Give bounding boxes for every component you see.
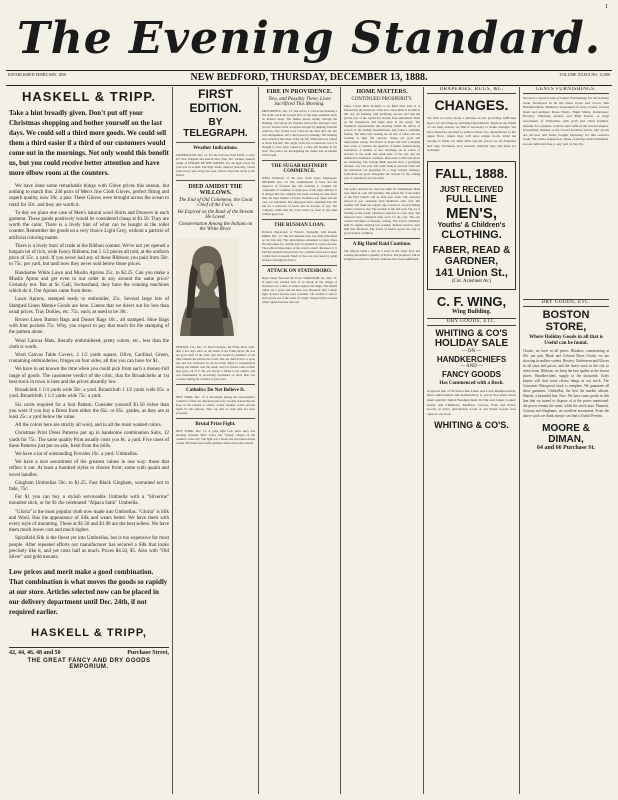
divider	[176, 384, 255, 385]
fire-column	[259, 87, 341, 794]
ads-column-2	[520, 87, 612, 794]
boston-hint: Where Holiday Goods in all that is Useful can be found.	[529, 335, 603, 346]
youths-heading: Youths' & Children's	[437, 221, 506, 229]
faber-read-gardner-ad	[427, 161, 516, 290]
divider	[262, 219, 337, 220]
divider	[176, 418, 255, 419]
boston-text: Cloaks, we have in all prices. Blankets, commencing at 69c. per pair. Black and Colored Dress Goods, we are showing in endless variety. Hosiery, Underwear and Gloves in all sizes and prices, and the finest stock in the city to select from. Ribbons, we keep the best quality at the lowest prices. Handkerchiefs, supply to the thousands. Early buyers will find some choice things in our stock. The Gossamer Waterproof stock is complete. We guarantee all these garments. Umbrellas, the best the market affords. Shawls, a beautiful line. Furs. We have some goods in this line that we intend to dispose of at the prices mentioned, the prices remain the same, while the stock lasts. Flannels, Cottons and Ginghams, an excellent assortment. From the above stock we think anyone can find a Useful Present.	[523, 349, 609, 418]
ad-merchant-name: HASKELL & TRIPP.	[22, 89, 156, 104]
changes-text: We find we have made a mistake in not providing sufficient space for our Drapery and Rug Departments. Right in the midst of our busy season we find it necessary to make changes. We have therefore decided to remove these two departments to the upper floor, where they will have ample room. Until the change is made we shall offer special prices on all draperies and rugs. Portieres, lace curtains, Smyrna rugs and mats are included.	[427, 116, 516, 153]
holiday-sale-heading: HOLIDAY SALE	[434, 337, 509, 349]
home-heading: HOME MATTERS.	[356, 89, 408, 95]
raid-text: The officers made a raid on a hotel on the water front last evening and seized a quantity of liquors. The proprietor will be arraigned to-morrow. Several witnesses have been summoned.	[344, 249, 420, 261]
faber-corner: (Cor. Acushnet Av.)	[451, 278, 492, 284]
and-separator: — AND —	[459, 363, 484, 369]
divider	[344, 183, 420, 184]
ads-column-1	[424, 87, 520, 794]
dateline-bar	[6, 70, 612, 86]
masthead-title: The Evening Standard.	[16, 13, 602, 64]
newspaper-page	[6, 4, 612, 796]
divider	[262, 265, 337, 266]
fire-text: PROVIDENCE, Dec. 13. Just before 5 o'clock this morning a fire broke out in the ground floor of the large tenement block on Federal street. The flames spread rapidly through the building, and before the firemen arrived the stairways were cut off. Several of the occupants escaped by jumping from the windows. Two bodies were found in the ruins after the fire was extinguished, and a third person is missing. The building was owned by the estate of the late Mr. Smith and was valued at about $12,000. The origin of the fire is unknown, but it is thought to have been caused by a lamp left burning in the store. The police are investigating the matter and an inquest will be held.	[262, 109, 337, 157]
raid-heading: A Big Hotel Raid Continue.	[352, 242, 412, 247]
fall-heading: FALL, 1888.	[435, 165, 508, 181]
haskell-tripp-ad	[6, 87, 173, 794]
catholic-heading: Catholics Do Not Believe It.	[185, 388, 246, 393]
whiting-text: A special line of 50 dozen fine Linen and Lawn Handkerchiefs, hand embroidered and hemstitched, at prices that must move them quickly. Initial Handkerchiefs in Silk and Linen, Ladies' Gents' and Children's. Mufflers, Gloves, Fans and Fancy Goods of every description. Look at our Toilet Goods now open at our store.	[427, 388, 516, 416]
ad-lead-text: Take a hint broadly given. Don't put off your Christmas shopping and bother yourself on the last days. We could sell a third more goods. We could sell them a third easier if a third of our customers would come out in the mornings. Not only would this benefit us, but you could receive better attention and have more elbow room at the counters.	[9, 109, 169, 177]
address-numbers: 42, 44, 46, 48 and 50	[9, 650, 61, 657]
divider	[176, 142, 255, 143]
attack-text: Negro Takes Terrorize the Town. SAVANNAH, Ga., Dec. 13. A report has reached here of an attack on the village of Statesboro by a mob of armed negroes last night. The sheriff called out a posse and the mob was dispersed after a sharp fight. Several persons were wounded. The trouble is said to have grown out of the arrest of a negro charged with a serious crime. Quiet has been restored.	[262, 276, 337, 304]
faber-firm-name: FABER, READ & GARDNER,	[432, 244, 511, 267]
fire-heading: FIRE IN PROVIDENCE.	[266, 89, 333, 95]
handkerchiefs-heading: HANDKERCHIEFS	[436, 354, 507, 364]
home-subheading: CONTINUED PROSPERITY.	[351, 97, 413, 102]
moore-diman-name: MOORE & DIMAN,	[542, 423, 590, 445]
divider	[344, 238, 420, 239]
dateline: NEW BEDFORD, THURSDAY, DECEMBER 13, 1888.	[190, 72, 428, 83]
local-items-text: The police arrested two men last night for drunkenness. Both were fined in court this morning. The annual fair of the ladies of the First Church will be held next week. The schooner arrived in port yesterday from Baltimore with coal. The steamer will make her regular trip to-morrow. Several fishing vessels arrived to-day. The weather is fair and cold. The ice is forming on the ponds. Skating is expected in a few days. The assessors have completed their work for the year. The city council will meet on Monday evening. The school committee held its regular meeting last evening. Funeral services were held this afternoon. The board of health reports the city in good sanitary condition.	[344, 187, 420, 235]
russian-text: Political Importance of France's Sympathy with Russia. PARIS, Dec. 13. The new Russian loan was fully subscribed on the first day. The subscriptions amounted to many times the sum asked for, and the loan is regarded as a great success. The political importance of the event is much discussed. It is said the relations between the two countries were never more cordial than at present. Much of the loan was taken by small investors throughout France.	[262, 230, 337, 262]
ad-footer-name: HASKELL & TRIPP,	[31, 627, 147, 640]
story-heading: DIED AMIDST THE WILLOWS.	[188, 184, 243, 196]
attack-heading: ATTACK ON STATESBORO.	[266, 269, 333, 274]
column-heading: GENTS FURNISHINGS.	[523, 87, 609, 94]
whiting-footer: WHITING & CO'S.	[434, 420, 509, 431]
sugar-heading: THE SUGAR REFINERY COMMENCE.	[271, 164, 328, 174]
address-street: Purchase Street,	[127, 650, 169, 657]
boston-store-heading: BOSTON STORE,	[542, 309, 590, 333]
gents-furnishings-text: We have a special sale of Gents' Furnishings for the holiday trade. Neckwear in all the latest styles and colors, Silk Handkerchiefs, Mufflers, Suspenders in fancy boxes, Gloves lined and unlined, Dress Shirts, Night Shirts, Underwear, Hosiery, Smoking Jackets and Bath Robes. A large assortment of Umbrellas with gold and silver handles, suitable for presents. Collars and Cuffs in the newest shapes. Everything marked at the lowest possible prices. Our goods are all new and fresh, bought expressly for this season's trade. We invite inspection. Open evenings until Christmas. Goods delivered free to any part of the city.	[523, 96, 609, 146]
brutal-text: NEW YORK, Dec. 13. A prize fight took place early this morning between "Kid" Jones and "Young" Dugan on the outskirts of the city. The fight was a brutal one and lasted eleven rounds. Both men were badly punished before the police arrived.	[176, 429, 255, 445]
first-edition-heading: FIRST EDITION.	[189, 87, 242, 115]
sugar-text: Wilful Violations of the Law. Work Upon Employees. DETROIT, Dec. 13. The commissioner of labor and the inspector of factories met this morning to consider the complaints of a number of employees of the sugar refinery. It is alleged that the company has been working its men more than the legal number of hours. Evidence was taken and the case was adjourned. The employees have organized and will ask for a reduction of hours and an increase of pay. The company claims that the work cannot be done in less time without great loss.	[262, 176, 337, 216]
established-tag: ESTABLISHED FEBRUARY, 1850	[8, 72, 67, 77]
russian-heading: THE RUSSIAN LOAN.	[274, 223, 325, 228]
wing-tagline: Wing Building.	[452, 308, 491, 315]
story-text: DENVER, Col., Dec. 13. Old Colomeno, the White River chief, died a few days since on the banks of the White River. He was the good chief of the Utes, and was buried by members of his tribe beneath the willows he loved. The old chief lived to a great age and was venerated by all the band. There is consternation among the Indians over his death, and it is feared some trouble may grow out of it. He was always a friend to the settlers, and was instrumental in preventing bloodshed on more than one occasion during the troubles of past years.	[176, 345, 255, 381]
just-received: JUST RECEIVED	[439, 184, 504, 194]
catholic-text: NEW YORK, Dec. 13. A movement among the representative Catholics of this city denounces the story recently started that the Pope in his scheme to relieve certain burdens would provide funds for the purpose. They say that no such plan has been proposed.	[176, 395, 255, 415]
on-separator: — ON —	[461, 348, 482, 354]
changes-heading: CHANGES.	[434, 97, 509, 113]
story-subheading: The End of Old Colomeno, the Good Chief of the Fox's.	[178, 198, 253, 208]
weather-text: WASHINGTON, Dec. 13. For the 24 hours from 8 P.M., to-day: For New England and eastern New York, fair, warmer, easterly winds. A STROKE OF THE WATERS. For the high school the yard was in trouble. The high winds, induced yesterday, caused some heavy seas along the coast, which closed the docks at the harbor.	[176, 153, 255, 177]
moore-diman-address: 64 and 66 Purchase St.	[536, 445, 596, 451]
volume-tag: VOLUME XXXIX NO. 11,000	[559, 72, 610, 77]
dry-goods-heading: DRY GOODS, ETC.	[427, 318, 516, 326]
story-subheading-3: Consternation Among the Indians on the White River.	[178, 222, 253, 232]
column-heading: DRAPERIES, RUGS, &C.	[427, 87, 516, 94]
fancy-goods-heading: FANCY GOODS	[442, 369, 501, 379]
ad-slogan: THE GREAT FANCY AND DRY GOODS EMPORIUM.	[27, 658, 151, 671]
weather-heading: Weather Indications.	[193, 146, 238, 151]
fire-subheading: Two, and Possibly Three, Lives Sacrificed This Morning.	[268, 97, 331, 107]
by-telegraph-heading: BY TELEGRAPH.	[183, 117, 248, 139]
chief-portrait-illustration	[176, 238, 238, 336]
ad-address	[9, 647, 169, 656]
columns	[6, 87, 612, 794]
divider	[262, 160, 337, 161]
mens-heading: MEN'S,	[445, 204, 498, 222]
home-text: These Cotton Mills Probably to be Built Next Year. It is learned that the promoters of the new cotton mills to be built in this city are meeting with gratifying success and that the greater part of the capital has already been subscribed. Work on the foundations will begin early in the spring. The Standard's representative this morning visited the offices of several of the leading manufacturers and found a confident feeling. The mills now running are all full of orders and are working to their full capacity. Wages are good and employment steady. The Board of Trade will hold a meeting next week to consider the question of further manufacturing enterprises. A number of new dwellings are in course of erection in the north and south ends of the city, and the demand for tenements continues. Real estate is firm and prices are advancing. The Savings Bank deposits show a gratifying increase over last year. The retail trade is reported brisk and the merchants are preparing for a large holiday business. Collections are good. Altogether the outlook for the coming year is considered very favorable.	[344, 104, 420, 180]
whiting-heading: WHITING & CO'S	[435, 327, 508, 338]
brutal-heading: Brutal Prize Fight.	[195, 422, 236, 427]
clothing-heading: CLOTHING.	[441, 228, 502, 241]
home-matters-column	[341, 87, 424, 794]
dry-goods-heading: DRY GOODS, ETC.	[523, 299, 609, 307]
wing-name: C. F. WING,	[436, 293, 507, 309]
story-subheading-2: He Expired on the Bank of the Stream He Loved.	[177, 210, 254, 220]
divider	[176, 180, 255, 181]
first-edition-column	[173, 87, 259, 794]
full-line: FULL LINE	[446, 193, 497, 205]
ad-body-text: We have done some remarkable things with Glove prices this season, but nothing to match this: 240 pairs of Men's fine Cloth Gloves, perfect fitting and superb quality, now 39c. a pair. These Gloves were brought across the ocean to retail for 50c. and they are worth it. To-day we place one case of Men's natural wool Shirts and Drawers in each garment. These goods positively would be considered cheap at $1.50. They are worth the color. There is a lively hint of what can be bought at the toilet counter. Remember the goods on a very choice Light Grey, without a particle of artificial coloring matter. There is a lively buzz of trade at the Ribbon counter. We've not yet opened a bargain lot of rich, wide Fancy Ribbons, but 5 1/2 pieces all told, at the uniform price of 35c. a yard. If you never had any of these Ribbons you paid from 50c. to 75c. per yard, but until now they never sold below those prices. Handsome White Lawn and Muslin Aprons 25c. to $2.25. Can you make a Muslin Apron and get even to our order in any around the same price? Certainly not. But at St. Gall, Switzerland, they have the cunning machines which do it. Our Aprons came from there. Lawn Aprons, stamped ready to embroider, 25c. Several large lots of Stamped Linen Momie Goods are here. Linens that we direct out for less than usual prices. Tray Doilies, etc. 75c. each, as used to be 30c. Brown Linen Button Bags and Duster Bags 10c., all stamped. Shoe Bags with four pockets 75c. Why, you expect to pay that much for the stamping of the pattern alone. Wool Canvas Mats, literally embroidered, pretty colors, etc., less than the cloth is worth. Wool Canvas Table Covers, 2 1/2 yards square, Olive, Cardinal, Green, containing embroideries, fringes on four sides, all this you can have for $1. We have to set known the time when you could pick from such a money-full range of goods. The cassimere verdict of the critic, that for Broadcloths at 1st best stock in town is here and the prices absurdly low. Broadcloth 1 1/4 yards wide 50c. a yard. Broadcloth 1 1/2 yards wide 65c. a yard. Broadcloth 1 1/2 yards wide 75c. a yard. Six cords required for a Suit Pattern. Consider yourself $1.50 richer than you were if you buy a Dress from either the 65c. or 85c. grades, as they are at least 25c. a yard below the value. All the colors here are strictly all wool, and in all the most wanted colors. Christmas Print Dress Patterns put up in handsome combination Suits, 12 yards for 75c. The same quality Print usually costs you 8c. a yard. Five cases of these Patterns just put on sale, fresh from the mills. We have a lot of outstanding Fercales 10c. a yard. Umbrellas. We have a nice assortment of the greatest values in one way: those that reflect it out. At least a hundred styles to choose from; some with quaint and novel handles. Gingham Umbrellas 50c. to $1.25. Fast Black Gingham, warranted not to fade, 75c. For $1 you can buy a stylish serviceable Umbrella with a "Silverine" mounted stick, or for $1 the celebrated "Alpaca Satin" Umbrella. "Gloria" is the most popular cloth now made into Umbrellas. "Gloria" is Silk and Wool. Has the appearance of Silk and wears better. We have them with every style of mounting. Those at $1.50 and $1.98 are the best sellers. We have them much lower cost and much higher. Spiralfold Silk is the finest yet into Umbrellas, but is too expensive for most people. After repeated efforts our manufacturer has secured a Silk that looks precisely like it, and yet costs half as much. Prices $4.50, $5. Also with "Old Silver" and gold mounts.	[9, 184, 169, 560]
ad-closing-text: Low prices and merit make a good combination. That combination is what moves the goods so rapidly at our store. Articles selected now can be placed in our delivery department until Dec. 24th, if not required earlier.	[9, 568, 168, 617]
page-number: 1	[605, 4, 608, 10]
commenced-line: Has Commenced with a Rush.	[439, 380, 504, 386]
faber-address: 141 Union St.,	[435, 266, 508, 279]
